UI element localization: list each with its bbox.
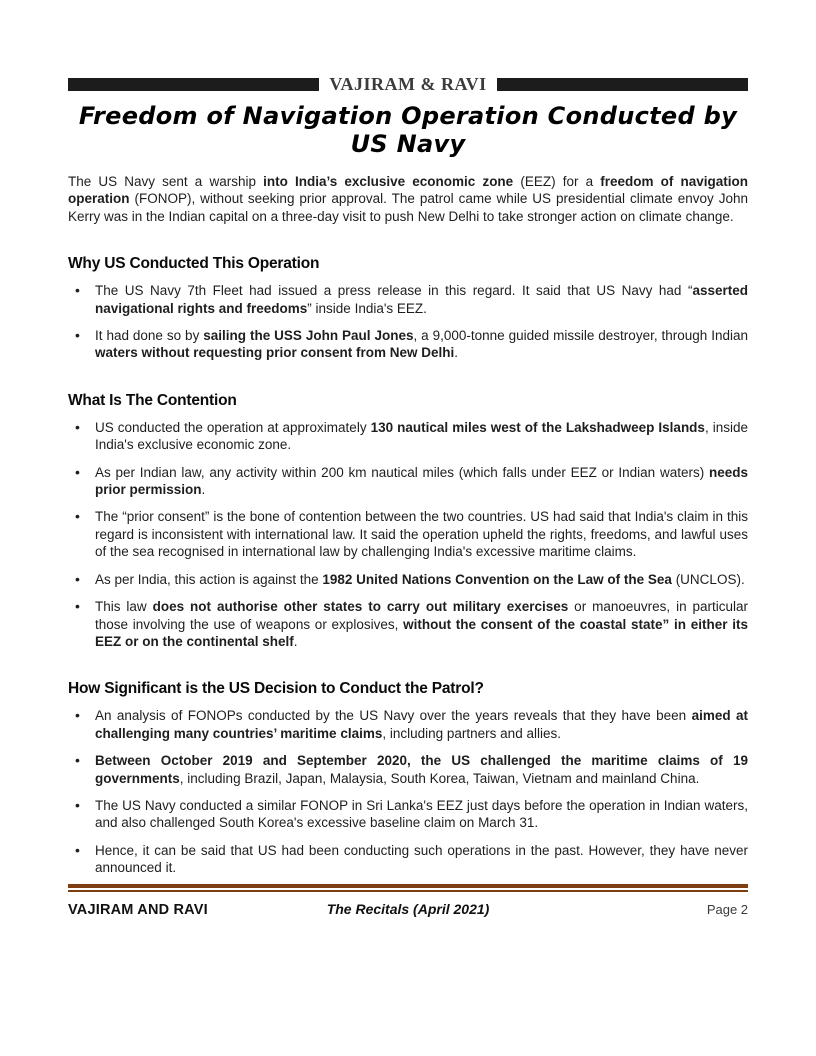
footer-publication: The Recitals (April 2021) [326,901,490,917]
bullet-item: • As per India, this action is against the 1982 United Nations Convention on the Law of the Sea (UNCLOS). [68,571,748,588]
section-why-us-conducted [68,255,748,362]
brand-header [68,74,748,95]
section-heading: Why US Conducted This Operation [68,255,320,273]
brand-name: VAJIRAM & RAVI [329,74,487,94]
page-footer [68,884,748,918]
header-bar-left [68,78,319,91]
document-page [68,0,748,877]
section-heading: What Is The Contention [68,391,237,409]
page-title: Freedom of Navigation Operation Conducted by US Navy [78,102,738,158]
footer-rule [68,884,748,892]
bullet-item: • It had done so by sailing the USS John Paul Jones, a 9,000-tonne guided missile destroyer, through Indian waters without requesting prior consent from New Delhi. [68,327,748,362]
bullet-item: • Between October 2019 and September 2020, the US challenged the maritime claims of 19 governments, including Brazil, Japan, Malaysia, South Korea, Taiwan, Vietnam and mainland China. [68,752,748,787]
bullet-item: • The “prior consent” is the bone of contention between the two countries. US had said that India's claim in this regard is inconsistent with international law. It said the operation upheld the rights, freedoms, and lawful uses of the sea recognised in international law by challenging India's excessive maritime claims. [68,508,748,560]
section-contention [68,392,748,650]
bullet-item: • This law does not authorise other states to carry out military exercises or manoeuvres, in particular those involving the use of weapons or explosives, without the consent of the coastal state” in either its EEZ or on the continental shelf. [68,598,748,650]
bullet-list [68,707,748,876]
bullet-list [68,282,748,362]
bullet-item: • US conducted the operation at approximately 130 nautical miles west of the Lakshadweep Islands, inside India's exclusive economic zone. [68,419,748,454]
footer-row [68,901,748,918]
section-heading: How Significant is the US Decision to Conduct the Patrol? [68,680,484,698]
bullet-item: • The US Navy 7th Fleet had issued a press release in this regard. It said that US Navy had “asserted navigational rights and freedoms” inside India's EEZ. [68,282,748,317]
bullet-item: • As per Indian law, any activity within 200 km nautical miles (which falls under EEZ or Indian waters) needs prior permission. [68,464,748,499]
header-bar-right [497,78,748,91]
footer-brand: VAJIRAM AND RAVI [68,902,208,918]
intro-paragraph: The US Navy sent a warship into India’s exclusive economic zone (EEZ) for a freedom of navigation operation (FONOP), without seeking prior approval. The patrol came while US presidential climate envoy John Kerry was in the Indian capital on a three-day visit to push New Delhi to take stronger action on climate change. [68,174,749,224]
bullet-item: • Hence, it can be said that US had been conducting such operations in the past. However, they have never announced it. [68,842,748,877]
section-significance [68,680,748,876]
footer-page-number: Page 2 [706,902,749,917]
bullet-item: • An analysis of FONOPs conducted by the US Navy over the years reveals that they have been aimed at challenging many countries’ maritime claims, including partners and allies. [68,707,748,742]
bullet-list [68,419,748,650]
bullet-item: • The US Navy conducted a similar FONOP in Sri Lanka's EEZ just days before the operation in Indian waters, and also challenged South Korea's excessive baseline claim on March 31. [68,797,748,832]
